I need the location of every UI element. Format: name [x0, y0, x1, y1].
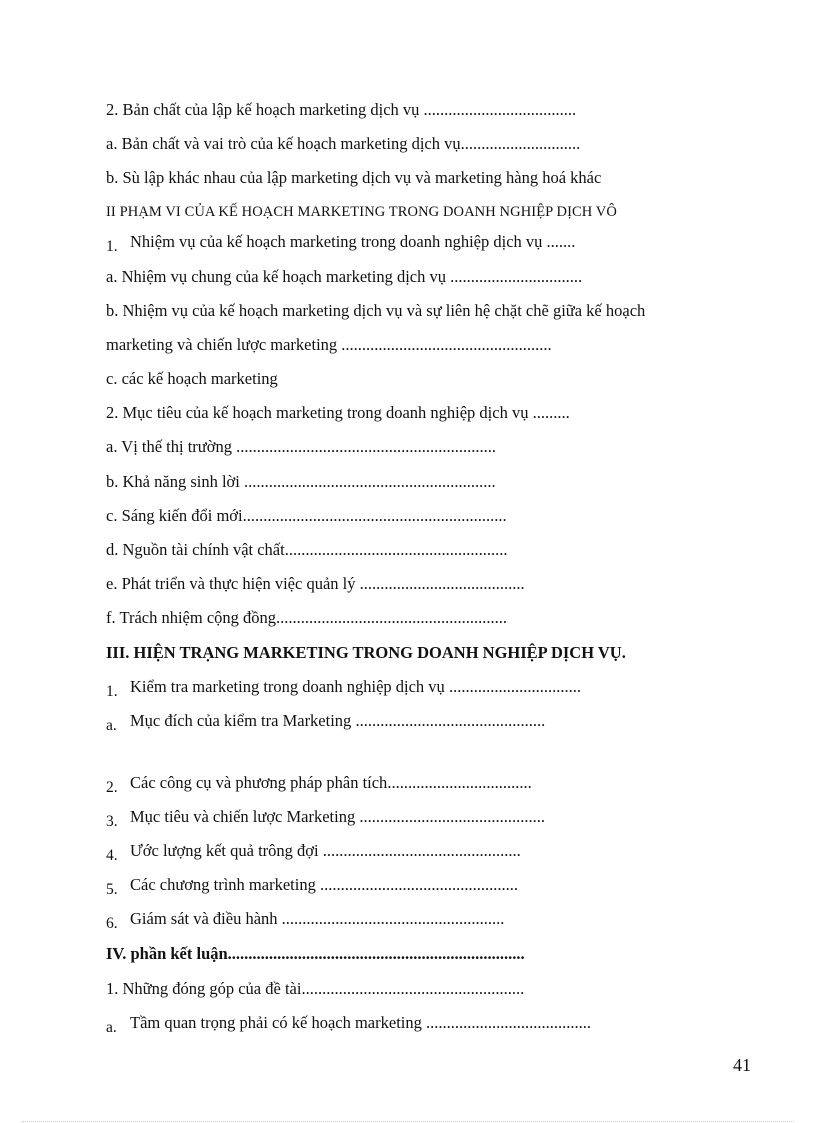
- toc-entry: [106, 909, 636, 930]
- toc-entry-title: c. Sáng kiến đổi mới: [106, 506, 243, 525]
- toc-entry-title: d. Nguồn tài chính vật chất: [106, 540, 285, 559]
- toc-leader-dots: ........................................: [421, 1013, 591, 1032]
- toc-entry: [106, 875, 636, 896]
- toc-leader-dots: ...................................: [387, 773, 532, 792]
- toc-entry-title: Các chương trình marketing: [130, 875, 316, 894]
- toc-entry: [106, 574, 636, 594]
- toc-entry-title: III. HIỆN TRẠNG MARKETING TRONG DOANH NGHIỆP DỊCH VỤ.: [106, 643, 626, 662]
- toc-entry-number: 1.: [106, 683, 118, 700]
- toc-entry-number: a.: [106, 1019, 117, 1036]
- toc-entry: [106, 841, 636, 862]
- toc-entry-title: Giám sát và điều hành: [130, 909, 278, 928]
- toc-section-heading: [106, 643, 726, 663]
- toc-entry-title: 2. Mục tiêu của kế hoạch marketing trong doanh nghiệp dịch vụ: [106, 403, 529, 422]
- toc-entry-number: a.: [106, 717, 117, 734]
- toc-entry: [106, 301, 726, 321]
- toc-leader-dots: ................................................: [318, 841, 521, 860]
- toc-entry-title: Nhiệm vụ của kế hoạch marketing trong doanh nghiệp dịch vụ: [130, 232, 543, 251]
- toc-entry-title: II PHẠM VI CỦA KẾ HOẠCH MARKETING TRONG DOANH NGHIỆP DỊCH VÔ: [106, 204, 617, 220]
- toc-entry: [106, 403, 636, 423]
- toc-leader-dots: ................................: [444, 677, 581, 696]
- toc-entry: [106, 335, 636, 355]
- toc-leader-dots: ................................: [445, 267, 583, 286]
- toc-entry-title: b. Nhiệm vụ của kế hoạch marketing dịch vụ và sự liên hệ chặt chẽ giữa kế hoạch: [106, 301, 646, 320]
- toc-entry: [106, 369, 636, 389]
- toc-entry-title: b. Khả năng sinh lời: [106, 472, 240, 491]
- toc-entry: [106, 608, 636, 628]
- toc-entry-title: a. Bản chất và vai trò của kế hoạch marketing dịch vụ: [106, 134, 461, 153]
- toc-entry-title: Các công cụ và phương pháp phân tích: [130, 773, 388, 792]
- toc-entry-title: a. Vị thế thị trường: [106, 437, 232, 456]
- toc-entry-number: 2.: [106, 779, 118, 796]
- toc-entry-number: 6.: [106, 915, 118, 932]
- toc-leader-dots: .......: [542, 232, 576, 251]
- toc-entry-title: 1. Những đóng góp của đề tài: [106, 979, 302, 998]
- page-number: 41: [733, 1055, 751, 1075]
- toc-entry-number: 4.: [106, 847, 118, 864]
- toc-entry-title: f. Trách nhiệm cộng đồng: [106, 608, 277, 627]
- toc-entry: [106, 711, 636, 732]
- toc-section-heading: [106, 202, 726, 222]
- toc-leader-dots: ......................................................: [301, 979, 525, 998]
- toc-entry-title: b. Sù lập khác nhau của lập marketing dịch vụ và marketing hàng hoá khác: [106, 168, 602, 187]
- toc-entry-number: 1.: [106, 238, 118, 255]
- toc-entry: [106, 773, 636, 794]
- toc-entry: [106, 506, 636, 526]
- toc-entry: [106, 100, 636, 120]
- toc-entry-title: marketing và chiến lược marketing: [106, 335, 338, 354]
- toc-leader-dots: ...............................................................: [231, 437, 496, 456]
- toc-leader-dots: ................................................................: [242, 506, 507, 525]
- toc-entry: [106, 134, 636, 154]
- toc-entry-title: e. Phát triển và thực hiện việc quản lý: [106, 574, 356, 593]
- toc-entry-title: Tầm quan trọng phải có kế hoạch marketing: [130, 1013, 422, 1032]
- toc-leader-dots: .............................................: [355, 807, 545, 826]
- toc-entry-number: 5.: [106, 881, 118, 898]
- toc-leader-dots: ..............................................: [351, 711, 546, 730]
- toc-entry: [106, 540, 636, 560]
- toc-leader-dots: .........: [528, 403, 570, 422]
- toc-leader-dots: .............................................................: [239, 472, 496, 491]
- toc-entry: [106, 472, 636, 492]
- toc-entry: [106, 168, 726, 188]
- toc-leader-dots: .....................................: [419, 100, 577, 119]
- toc-entry: [106, 232, 636, 253]
- toc-entry: [106, 437, 636, 457]
- toc-entry-title: Ước lượng kết quả trông đợi: [130, 841, 319, 860]
- page-bottom-divider: [22, 1121, 794, 1122]
- toc-leader-dots: ...................................................: [337, 335, 552, 354]
- toc-entry-title: IV. phần kết luận: [106, 944, 228, 963]
- toc-entry-title: Mục tiêu và chiến lược Marketing: [130, 807, 356, 826]
- toc-entry-title: c. các kế hoạch marketing: [106, 369, 278, 388]
- toc-entry-title: 2. Bản chất của lập kế hoạch marketing dịch vụ: [106, 100, 420, 119]
- toc-section-heading: [106, 944, 636, 964]
- toc-entry: [106, 677, 636, 698]
- toc-leader-dots: ......................................................: [284, 540, 508, 559]
- toc-entry-title: Mục đích của kiểm tra Marketing: [130, 711, 352, 730]
- toc-entry-title: a. Nhiệm vụ chung của kế hoạch marketing dịch vụ: [106, 267, 446, 286]
- toc-leader-dots: ........................................: [355, 574, 525, 593]
- toc-leader-dots: ................................................: [315, 875, 518, 894]
- toc-entry: [106, 267, 636, 287]
- toc-entry-number: 3.: [106, 813, 118, 830]
- toc-leader-dots: ........................................................................: [227, 944, 525, 963]
- toc-entry: [106, 807, 636, 828]
- toc-leader-dots: ........................................................: [276, 608, 508, 627]
- toc-entry: [106, 1013, 636, 1034]
- toc-entry-title: Kiểm tra marketing trong doanh nghiệp dịch vụ: [130, 677, 445, 696]
- toc-leader-dots: ......................................................: [277, 909, 505, 928]
- toc-entry: [106, 979, 636, 999]
- toc-leader-dots: .............................: [460, 134, 581, 153]
